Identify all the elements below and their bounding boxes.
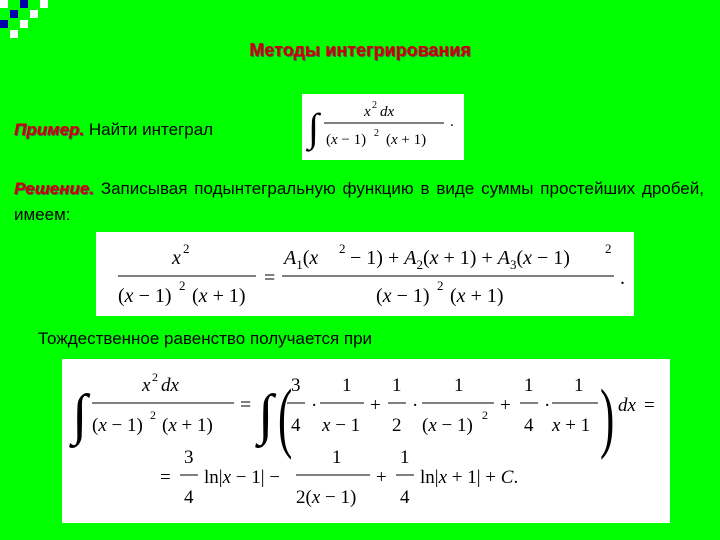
svg-text:=: = <box>160 467 171 488</box>
svg-text:1: 1 <box>342 375 352 396</box>
svg-text:2: 2 <box>374 128 379 139</box>
svg-text:x: x <box>142 375 151 396</box>
svg-text:2: 2 <box>152 370 158 384</box>
svg-text:dx: dx <box>380 104 395 120</box>
svg-text:(x + 1): (x + 1) <box>192 285 246 307</box>
svg-text:2: 2 <box>150 408 156 422</box>
partial-fraction-formula <box>96 232 634 316</box>
example-text: Найти интеграл <box>88 120 214 139</box>
svg-text:(x − 1): (x − 1) <box>118 285 172 307</box>
svg-text:·: · <box>412 395 419 416</box>
svg-text:·: · <box>544 395 551 416</box>
svg-text:.: . <box>450 114 454 130</box>
svg-text:x: x <box>172 247 181 269</box>
svg-text:∫: ∫ <box>72 384 88 446</box>
svg-text:− 1) + A2(x + 1) + A3(x − 1): − $1) + A_2(x + 1) + A_3(x - 1)$ <box>350 247 570 272</box>
slide-title: Методы интегрирования <box>249 40 471 60</box>
svg-text:(x + 1): (x + 1) <box>386 132 427 148</box>
svg-text:1: 1 <box>332 447 342 468</box>
identity-paragraph: Тождественное равенство получается при <box>38 329 373 348</box>
example-integral-formula <box>302 94 464 160</box>
svg-text:2: 2 <box>183 241 190 256</box>
svg-text:∫: ∫ <box>258 384 274 446</box>
svg-text:·: · <box>311 395 318 416</box>
svg-text:3: 3 <box>184 447 194 468</box>
solution-label: Решение. <box>14 179 94 198</box>
svg-text:dx: dx <box>618 395 636 416</box>
svg-text:(x + 1): (x + 1) <box>162 415 213 436</box>
svg-text:x + 1: x + 1 <box>552 415 591 436</box>
svg-text:A1(x: $A_1(x$ <box>284 247 319 272</box>
svg-text:2: 2 <box>482 408 488 422</box>
svg-text:+: + <box>500 395 511 416</box>
solution-text: Записывая подынтегральную функцию в виде суммы простейших дробей, имеем: <box>14 179 704 224</box>
svg-text:1: 1 <box>524 375 534 396</box>
corner-decoration <box>0 0 60 40</box>
svg-text:=: = <box>240 394 252 416</box>
svg-text:2: 2 <box>437 278 444 293</box>
svg-text:1: 1 <box>574 375 584 396</box>
svg-text:): ) <box>600 373 615 461</box>
svg-text:4: 4 <box>184 487 194 508</box>
svg-text:3: 3 <box>291 375 301 396</box>
svg-text:2: 2 <box>339 241 346 256</box>
svg-text:2: 2 <box>372 100 377 111</box>
integration-result-formula <box>62 359 670 523</box>
svg-text:ln|x + 1| + C.: ln|x + 1| + C. <box>420 467 519 488</box>
svg-text:+: + <box>376 467 387 488</box>
svg-text:ln|x − 1| −: ln|x − 1| − <box>204 467 281 488</box>
svg-text:(x − 1): (x − 1) <box>92 415 143 436</box>
svg-text:.: . <box>620 267 625 289</box>
svg-text:(x − 1): (x − 1) <box>422 415 473 436</box>
solution-paragraph <box>14 176 704 228</box>
svg-text:2: 2 <box>605 241 612 256</box>
svg-text:4: 4 <box>524 415 534 436</box>
example-label: Пример. <box>14 120 85 139</box>
svg-text:1: 1 <box>454 375 464 396</box>
svg-text:∫: ∫ <box>308 105 319 150</box>
svg-text:4: 4 <box>291 415 301 436</box>
svg-text:(x − 1): (x − 1) <box>326 132 367 148</box>
svg-text:1: 1 <box>392 375 402 396</box>
svg-text:dx: dx <box>161 375 179 396</box>
svg-text:1: 1 <box>400 447 410 468</box>
svg-text:2(x − 1): 2(x − 1) <box>296 487 357 508</box>
svg-text:(x − 1): (x − 1) <box>376 285 430 307</box>
svg-text:4: 4 <box>400 487 410 508</box>
svg-text:=: = <box>644 395 655 416</box>
example-paragraph <box>14 120 213 140</box>
svg-text:2: 2 <box>392 415 402 436</box>
svg-text:(x + 1): (x + 1) <box>450 285 504 307</box>
svg-text:(: ( <box>278 373 293 461</box>
svg-text:+: + <box>370 395 381 416</box>
svg-text:=: = <box>264 267 276 289</box>
svg-text:x: x <box>364 104 371 120</box>
svg-text:x − 1: x − 1 <box>322 415 361 436</box>
svg-text:2: 2 <box>179 278 186 293</box>
